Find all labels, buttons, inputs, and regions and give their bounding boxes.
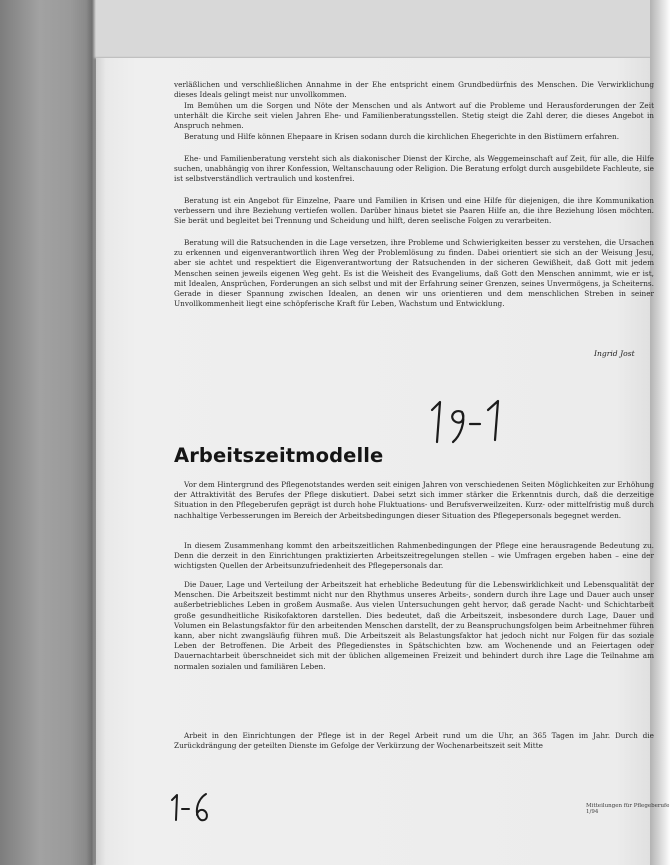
main-paragraph-1: Vor dem Hintergrund des Pflegenotstandes werden seit einigen Jahren von verschiedenen Seiten Möglichkeiten zur Erhöhung der Attraktivität des Berufes der Pflege diskutiert. Dabei setzt sich immer stärker die Erkenntnis durch, daß die derzeitige Situation in den Pflegeberufen geprägt ist durch hohe Fluktuations- und Berufsverweilzeiten. Kurz- oder mittelfristig muß durch nachhaltige Verbesserungen im Bereich der Arbeitsbedingungen dieser Situation des Pflegepersonals begegnet werden. bbox=[174, 480, 654, 520]
handwritten-note-19-1 bbox=[418, 398, 518, 448]
author-signature: Ingrid Jost bbox=[594, 349, 635, 358]
main-paragraph-2: In diesem Zusammenhang kommt den arbeitszeitlichen Rahmenbedingungen der Pflege eine herausragende Bedeutung zu. Denn die derzeit in den Einrichtungen praktizierten Arbeitszeitregelungen stellen – wie Umfragen ergeben haben – eine der wichtigsten Quellen der Arbeitsunzufriedenheit des Pflegepersonals dar. bbox=[174, 541, 654, 571]
top-paragraph-5: Beratung ist ein Angebot für Einzelne, Paare und Familien in Krisen und eine Hilfe für diejenigen, die ihre Kommunikation verbessern und ihre Beziehung vertiefen wollen. Darüber hinaus bietet sie Paaren Hilfe an, die ihre Beziehung lösen möchten. Sie berät und begleitet bei Trennung und Scheidung und hilft, deren seelische Folgen zu verarbeiten. bbox=[174, 196, 654, 226]
top-paragraph-2: Im Bemühen um die Sorgen und Nöte der Menschen und als Antwort auf die Probleme und Herausforderungen der Zeit unterhält die Kirche seit vielen Jahren Ehe- und Familienberatungsstellen. Stetig steigt die Zahl derer, die dieses Angebot in Anspruch nehmen. bbox=[174, 101, 654, 131]
page-footer: Mitteilungen für Pflegeberufe 1/94 bbox=[586, 803, 670, 815]
top-paragraph-4: Ehe- und Familienberatung versteht sich als diakonischer Dienst der Kirche, als Weggemeinschaft auf Zeit, für alle, die Hilfe suchen, unabhängig von ihrer Konfession, Weltanschauung oder Religion. Die Beratung erfolgt durch ausgebildete Fachleute, sie ist selbstverständlich vertraulich und kostenfrei. bbox=[174, 154, 654, 184]
handwritten-note-1-6 bbox=[168, 790, 218, 824]
top-paragraph-6: Beratung will die Ratsuchenden in die Lage versetzen, ihre Probleme und Schwierigkeiten besser zu verstehen, die Ursachen zu erkennen und eigenverantwortlich ihren Weg der Problemlösung zu finden. Dabei orientiert sie sich an der Weisung Jesu, aber sie achtet und respektiert die Eigenverantwortung der Ratsuchenden in der sicheren Gewißheit, daß Gott mit jedem Menschen seinen jeweils eigenen Weg geht. Es ist die Weisheit des Evangeliums, daß Gott den Menschen annimmt, wie er ist, mit Idealen, Ansprüchen, Forderungen an sich selbst und mit der Erfahrung seiner Grenzen, seines Unvermögens, ja Scheiterns. Gerade in dieser Spannung zwischen Idealen, an denen wir uns orientieren und dem menschlichen Streben in seiner Unvollkommenheit liegt eine schöpferische Kraft für Leben, Wachstum und Entwicklung. bbox=[174, 238, 654, 309]
top-paragraph-3: Beratung und Hilfe können Ehepaare in Krisen sodann durch die kirchlichen Ehegerichte in den Bistümern erfahren. bbox=[184, 132, 620, 141]
top-paragraph-1: verläßlichen und verschließlichen Annahme in der Ehe entspricht einem Grundbedürfnis des Menschen. Die Verwirklichung dieses Ideals gelingt meist nur unvollkommen. bbox=[174, 80, 654, 100]
main-paragraph-4: Arbeit in den Einrichtungen der Pflege ist in der Regel Arbeit rund um die Uhr, an 365 Tagen im Jahr. Durch die Zurückdrängung der geteilten Dienste im Gefolge der Verkürzung der Wochenarbeitszeit seit Mitte bbox=[174, 731, 654, 751]
main-paragraph-3: Die Dauer, Lage und Verteilung der Arbeitszeit hat erhebliche Bedeutung für die Lebenswirklichkeit und Lebensqualität der Menschen. Die Arbeitszeit bestimmt nicht nur den Rhythmus unseres Arbeits-, sondern durch ihre Lage und Dauer auch unser außerbetriebliches Leben in großem Ausmaße. Aus vielen Untersuchungen geht hervor, daß gerade Nacht- und Schichtarbeit große gesundheitliche Risikofaktoren darstellen. Dies bedeutet, daß die Arbeitszeit, insbesondere durch Lage, Dauer und Volumen ein Belastungsfaktor für den arbeitenden Menschen darstellt, der zu Beanspruchungsfolgen beim Arbeitnehmer führen kann, aber nicht zwangsläufig führen muß. Die Arbeitszeit als Belastungsfaktor hat jedoch nicht nur Folgen für das soziale Leben der Betroffenen. Die Arbeit des Pflegedienstes in Spätschichten bzw. am Wochenende und an Feiertagen oder Dauernachtarbeit überschneidet sich mit der üblichen allgemeinen Freizeit und behindert durch ihre Lage die Teilnahme am normalen sozialen und familiären Leben. bbox=[174, 580, 654, 671]
article-heading: Arbeitszeitmodelle bbox=[174, 444, 384, 467]
